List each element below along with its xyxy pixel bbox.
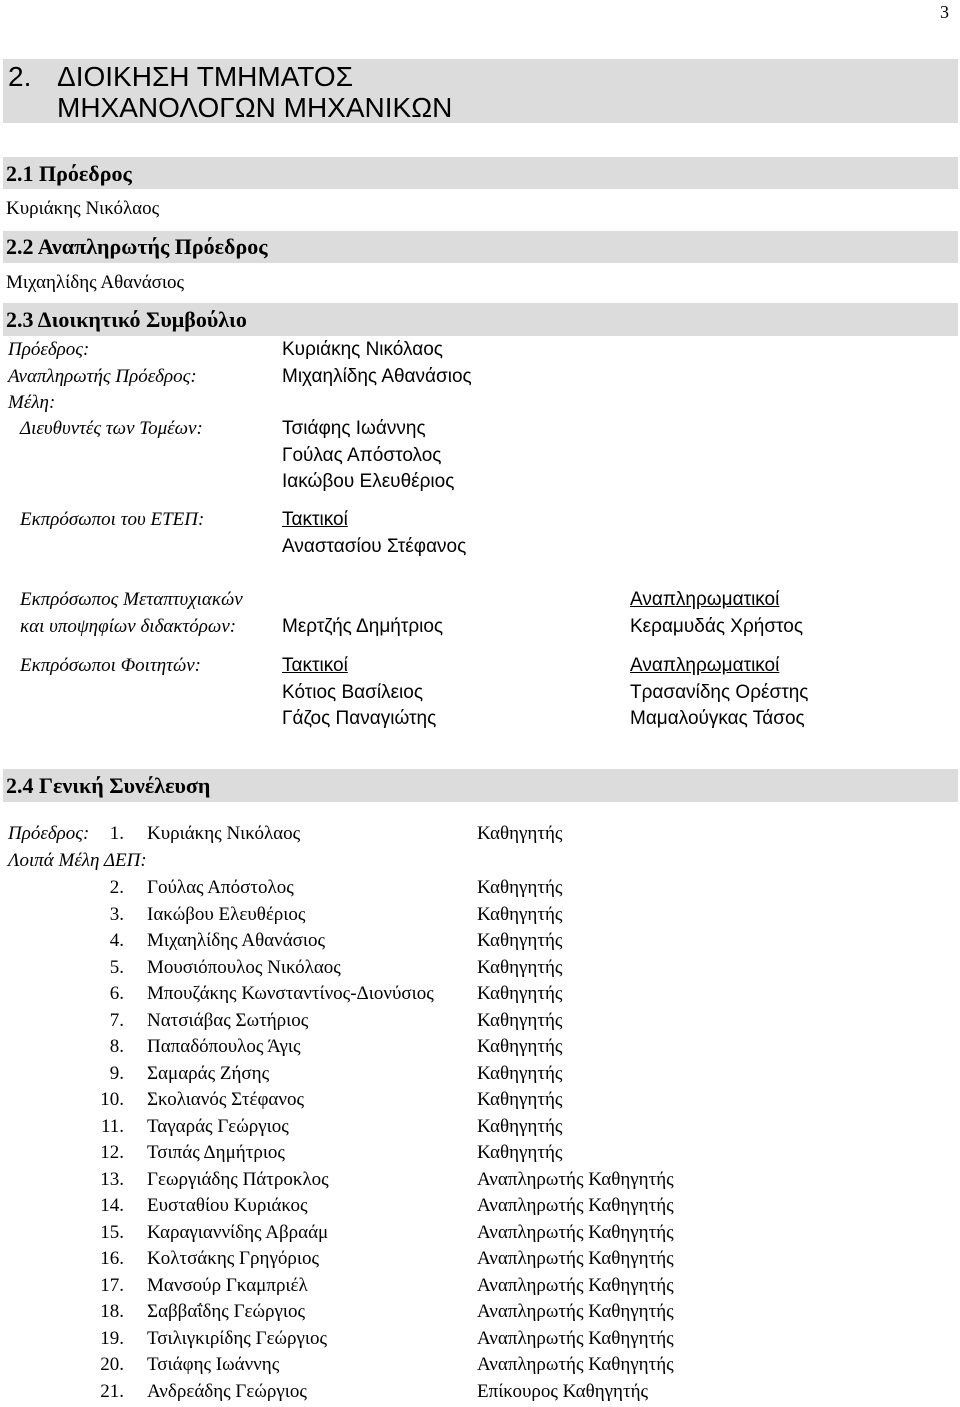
member-rank: Καθηγητής <box>477 983 563 1004</box>
table-row <box>0 877 960 903</box>
board-president-name: Κυριάκης Νικόλαος <box>282 339 443 360</box>
member-name: Τσιλιγκιρίδης Γεώργιος <box>147 1327 328 1349</box>
president-name: Κυριάκης Νικόλαος <box>6 198 160 219</box>
student-alt-2: Μαμαλούγκας Τάσος <box>630 708 805 729</box>
table-row <box>0 904 960 930</box>
table-row <box>0 823 960 849</box>
student-alt-1: Τρασανίδης Ορέστης <box>630 682 809 703</box>
table-row <box>0 1222 960 1248</box>
postgrad-alt-name: Κεραμυδάς Χρήστος <box>630 616 804 637</box>
member-name: Κυριάκης Νικόλαος <box>147 823 301 844</box>
board-heading: 2.3 Διοικητικό Συμβούλιο <box>6 307 247 332</box>
table-row <box>0 1063 960 1089</box>
member-number: 8. <box>109 1036 124 1057</box>
board-vice-name: Μιχαηλίδης Αθανάσιος <box>282 366 472 387</box>
postgrad-alt-heading: Αναπληρωματικοί <box>630 589 780 610</box>
member-name: Καραγιαννίδης Αβραάμ <box>147 1221 329 1243</box>
member-number: 2. <box>109 877 124 898</box>
member-rank: Αναπληρωτής Καθηγητής <box>477 1274 674 1296</box>
member-name: Τσιπάς Δημήτριος <box>147 1142 285 1163</box>
member-number: 3. <box>109 903 124 925</box>
table-row <box>0 957 960 983</box>
member-rank: Καθηγητής <box>477 1142 563 1163</box>
table-row <box>0 1195 960 1221</box>
president-heading: 2.1 Πρόεδρος <box>6 161 132 186</box>
table-row <box>0 930 960 956</box>
member-number: 15. <box>100 1221 124 1243</box>
director-2: Γούλας Απόστολος <box>282 445 442 466</box>
member-number: 10. <box>100 1089 124 1110</box>
member-name: Ταγαράς Γεώργιος <box>147 1115 289 1137</box>
table-row <box>0 983 960 1009</box>
member-number: 21. <box>100 1380 124 1402</box>
member-number: 9. <box>109 1062 124 1084</box>
etep-label: Εκπρόσωποι του ΕΤΕΠ: <box>20 509 205 530</box>
table-row <box>0 1328 960 1354</box>
students-label: Εκπρόσωποι Φοιτητών: <box>20 655 201 676</box>
member-rank: Αναπληρωτής Καθηγητής <box>477 1168 674 1190</box>
member-rank: Αναπληρωτής Καθηγητής <box>477 1354 674 1375</box>
page-number: 3 <box>940 2 949 22</box>
member-rank: Καθηγητής <box>477 903 563 925</box>
member-rank: Αναπληρωτής Καθηγητής <box>477 1221 674 1243</box>
member-rank: Καθηγητής <box>477 1062 563 1084</box>
table-row <box>0 1248 960 1274</box>
students-regular-heading: Τακτικοί <box>282 655 348 676</box>
member-name: Σαββαΐδης Γεώργιος <box>147 1301 306 1322</box>
vice-president-name: Μιχαηλίδης Αθανάσιος <box>6 272 185 293</box>
section-title-line1: ΔΙΟΙΚΗΣΗ ΤΜΗΜΑΤΟΣ <box>57 61 353 92</box>
section-number: 2. <box>8 61 32 92</box>
member-name: Μπουζάκης Κωνσταντίνος-Διονύσιος <box>147 983 434 1004</box>
member-number: 7. <box>109 1009 124 1031</box>
member-number: 13. <box>100 1168 124 1190</box>
board-vice-label: Αναπληρωτής Πρόεδρος: <box>8 366 197 387</box>
postgrad-label-line1: Εκπρόσωπος Μεταπτυχιακών <box>20 589 243 610</box>
etep-regular-name: Αναστασίου Στέφανος <box>282 536 467 557</box>
table-row <box>0 1381 960 1407</box>
member-number: 6. <box>109 983 124 1004</box>
member-number: 11. <box>100 1115 124 1137</box>
member-number: 17. <box>100 1274 124 1296</box>
student-regular-1: Κότιος Βασίλειος <box>282 682 423 703</box>
table-row <box>0 1010 960 1036</box>
postgrad-regular-name: Μερτζής Δημήτριος <box>282 616 444 637</box>
member-number: 1. <box>109 823 124 844</box>
member-number: 18. <box>100 1301 124 1322</box>
member-number: 5. <box>109 956 124 978</box>
postgrad-label-line2: και υποψηφίων διδακτόρων: <box>20 616 237 637</box>
subheading-bar-2-1 <box>3 157 958 189</box>
table-row <box>0 1116 960 1142</box>
table-row <box>0 1089 960 1115</box>
assembly-heading: 2.4 Γενική Συνέλευση <box>6 773 211 798</box>
member-name: Σαμαράς Ζήσης <box>147 1062 270 1084</box>
member-rank: Καθηγητής <box>477 1089 563 1110</box>
member-rank: Καθηγητής <box>477 956 563 978</box>
member-number: 16. <box>100 1248 124 1269</box>
member-number: 20. <box>100 1354 124 1375</box>
member-rank: Καθηγητής <box>477 877 563 898</box>
table-row <box>0 1301 960 1327</box>
member-name: Ανδρεάδης Γεώργιος <box>147 1380 307 1402</box>
table-row <box>0 1036 960 1062</box>
students-alt-heading: Αναπληρωματικοί <box>630 655 780 676</box>
member-name: Νατσιάβας Σωτήριος <box>147 1009 309 1031</box>
member-rank: Καθηγητής <box>477 930 563 951</box>
member-rank: Καθηγητής <box>477 1009 563 1031</box>
member-name: Μανσούρ Γκαμπριέλ <box>147 1274 308 1296</box>
member-rank: Αναπληρωτής Καθηγητής <box>477 1248 674 1269</box>
member-name: Ευσταθίου Κυριάκος <box>147 1195 308 1216</box>
director-3: Ιακώβου Ελευθέριος <box>282 471 455 492</box>
member-name: Παπαδόπουλος Άγις <box>147 1036 301 1057</box>
table-row <box>0 1354 960 1380</box>
table-row <box>0 1275 960 1301</box>
table-row <box>0 1169 960 1195</box>
member-name: Μουσιόπουλος Νικόλαος <box>147 956 341 978</box>
member-rank: Αναπληρωτής Καθηγητής <box>477 1327 674 1349</box>
member-number: 12. <box>100 1142 124 1163</box>
etep-regular-heading: Τακτικοί <box>282 509 348 530</box>
member-rank: Καθηγητής <box>477 1036 563 1057</box>
board-members-label: Μέλη: <box>8 392 56 413</box>
member-number: 14. <box>100 1195 124 1216</box>
member-rank: Καθηγητής <box>477 823 563 844</box>
member-name: Σκολιανός Στέφανος <box>147 1089 304 1110</box>
member-rank: Καθηγητής <box>477 1115 563 1137</box>
member-name: Γεωργιάδης Πάτροκλος <box>147 1168 329 1190</box>
directors-label: Διευθυντές των Τομέων: <box>20 418 203 439</box>
member-name: Ιακώβου Ελευθέριος <box>147 903 306 925</box>
board-president-label: Πρόεδρος: <box>8 339 90 360</box>
assembly-others-label: Λοιπά Μέλη ΔΕΠ: <box>8 850 147 871</box>
student-regular-2: Γάζος Παναγιώτης <box>282 708 437 729</box>
member-rank: Επίκουρος Καθηγητής <box>477 1380 649 1402</box>
member-rank: Αναπληρωτής Καθηγητής <box>477 1195 674 1216</box>
member-number: 4. <box>109 930 124 951</box>
section-title-line2: ΜΗΧΑΝΟΛΟΓΩΝ ΜΗΧΑΝΙΚΩΝ <box>57 92 453 123</box>
member-name: Τσιάφης Ιωάννης <box>147 1354 280 1375</box>
vice-president-heading: 2.2 Αναπληρωτής Πρόεδρος <box>6 234 268 259</box>
member-number: 19. <box>100 1327 124 1349</box>
director-1: Τσιάφης Ιωάννης <box>282 418 426 439</box>
member-rank: Αναπληρωτής Καθηγητής <box>477 1301 674 1322</box>
member-name: Γούλας Απόστολος <box>147 877 294 898</box>
member-name: Κολτσάκης Γρηγόριος <box>147 1248 319 1269</box>
table-row <box>0 1142 960 1168</box>
member-name: Μιχαηλίδης Αθανάσιος <box>147 930 326 951</box>
assembly-president-label: Πρόεδρος: <box>8 823 90 844</box>
